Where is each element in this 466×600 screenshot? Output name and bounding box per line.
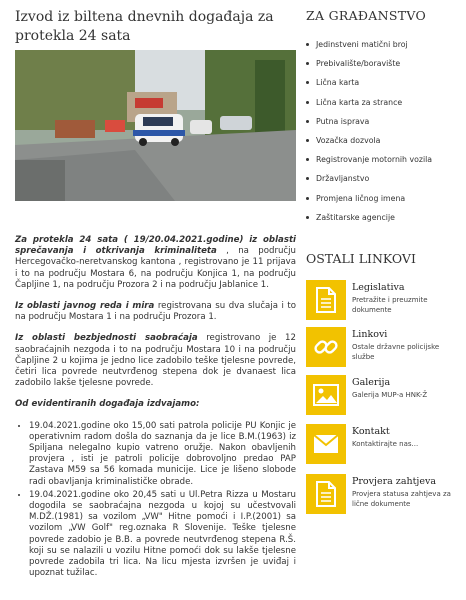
link-legislation[interactable]: [306, 280, 461, 328]
citizen-services-list: [306, 35, 461, 227]
lead-text: Iz oblasti bezbjednosti saobraćaja: [15, 333, 198, 344]
link-gallery[interactable]: [306, 375, 461, 423]
sidebar-item-residence[interactable]: Prebivalište/boravište: [306, 54, 461, 73]
sidebar-item-citizenship[interactable]: Državljanstvo: [306, 169, 461, 188]
sidebar-item-driving-license[interactable]: Vozačka dozvola: [306, 131, 461, 150]
link-desc: Pretražite i preuzmite dokumente: [352, 296, 428, 314]
paragraph-text: , na području Hercegovačko-neretvanskog kantona , registrovano je 11 prijava i to na području Mostara 6, na području Konjica 1, na području Čapljine 1, na području Prozora 2 i na području Jablanice 1.: [15, 246, 296, 290]
sidebar-item-foreigner-id[interactable]: Lična karta za strance: [306, 93, 461, 112]
photo-icon: [306, 375, 346, 415]
link-title[interactable]: Linkovi: [352, 329, 388, 340]
link-title[interactable]: Provjera zahtjeva: [352, 476, 437, 487]
sidebar-item-vehicle-registration[interactable]: Registrovanje motornih vozila: [306, 150, 461, 169]
link-desc: Provjera statusa zahtjeva za lične dokumente: [352, 490, 451, 508]
lead-text: Od evidentiranih događaja izdvajamo:: [15, 399, 200, 410]
paragraph-highlights: [15, 399, 296, 410]
other-links-title: OSTALI LINKOVI: [306, 251, 416, 266]
paragraph-text: registrovana su dva slučaja i to na području Mostara 1 i na području Prozora 1.: [15, 301, 296, 323]
article-photo: [15, 50, 296, 201]
sidebar-item-passport[interactable]: Putna isprava: [306, 112, 461, 131]
paragraph-text: registrovano je 12 saobraćajnih nezgoda i to na području Mostara 10 i na području Čapljine 2 u kojima je jedno lice zadobilo teške tjelesne povrede, četiri lica povrede neutvrđenog stepena dok je dvanaest lica zadobilo lakše tjelesne povrede.: [15, 333, 296, 389]
document-icon: [306, 474, 346, 514]
article-title: Izvod iz biltena dnevnih događaja za protekla 24 sata: [15, 9, 274, 44]
link-title[interactable]: Legislativa: [352, 282, 405, 293]
sidebar-item-name-change[interactable]: Promjena ličnog imena: [306, 189, 461, 208]
sidebar-item-jmb[interactable]: Jedinstveni matični broj: [306, 35, 461, 54]
sidebar: [306, 0, 461, 508]
envelope-icon: [306, 424, 346, 464]
lead-text: Za protekla 24 sata ( 19/20.04.2021.godine) iz oblasti sprečavanja i otkrivanja kriminaliteta: [15, 235, 296, 257]
link-request-check[interactable]: [306, 474, 461, 522]
paragraph-public-order: [15, 301, 296, 323]
police-car-photo: [15, 50, 296, 201]
event-list: [15, 421, 296, 580]
lead-text: Iz oblasti javnog reda i mira: [15, 301, 155, 312]
sidebar-title: ZA GRAĐANSTVO: [306, 8, 427, 23]
article-body: [15, 235, 296, 581]
link-desc: Kontaktirajte nas...: [352, 440, 419, 448]
list-item: • 19.04.2021.godine oko 15,00 sati patrola policije PU Konjic je operativnim radom došla do saznanja da je lice B.M.(1963) iz Spiljana nelegalno kupio vatreno oružje. Nakon obavljenih provjera , isti je patroli policije dobrovoljno predao PAP Zastava M59 sa 56 komada municije. Lice je lišeno slobode radi obavljanja kriminalističke obrade.: [29, 421, 296, 488]
link-desc: Ostale državne policijske službe: [352, 343, 440, 361]
link-links[interactable]: [306, 327, 461, 375]
sidebar-item-security-agencies[interactable]: Zaštitarske agencije: [306, 208, 461, 227]
chain-link-icon: [306, 327, 346, 367]
paragraph-traffic: [15, 333, 296, 389]
sidebar-item-id-card[interactable]: Lična karta: [306, 73, 461, 92]
link-title[interactable]: Kontakt: [352, 426, 390, 437]
link-contact[interactable]: [306, 424, 461, 472]
document-icon: [306, 280, 346, 320]
main-content: [15, 0, 296, 579]
list-item: • 19.04.2021.godine oko 20,45 sati u Ul.Petra Rizza u Mostaru dogodila se saobraćajna nezgoda u kojoj su učestvovali M.DŽ.(1981) sa vozilom „VW" Hitne pomoći i I.P.(2001) sa vozilom „VW Golf" reg.oznaka R Slovenije. Teške tjelesne povrede zadobio je B.B. a povrede neutvrđenog stepena R.Š. koji su se nalazili u vozilu Hitne pomoći dok su lakše tjelesne povrede zadobila tri lica. Na licu mjesta izvršen je uviđaj i upoznat tužilac.: [29, 490, 296, 580]
link-title[interactable]: Galerija: [352, 377, 391, 388]
link-desc: Galerija MUP-a HNK-Ž: [352, 391, 428, 399]
paragraph-crime: [15, 235, 296, 291]
